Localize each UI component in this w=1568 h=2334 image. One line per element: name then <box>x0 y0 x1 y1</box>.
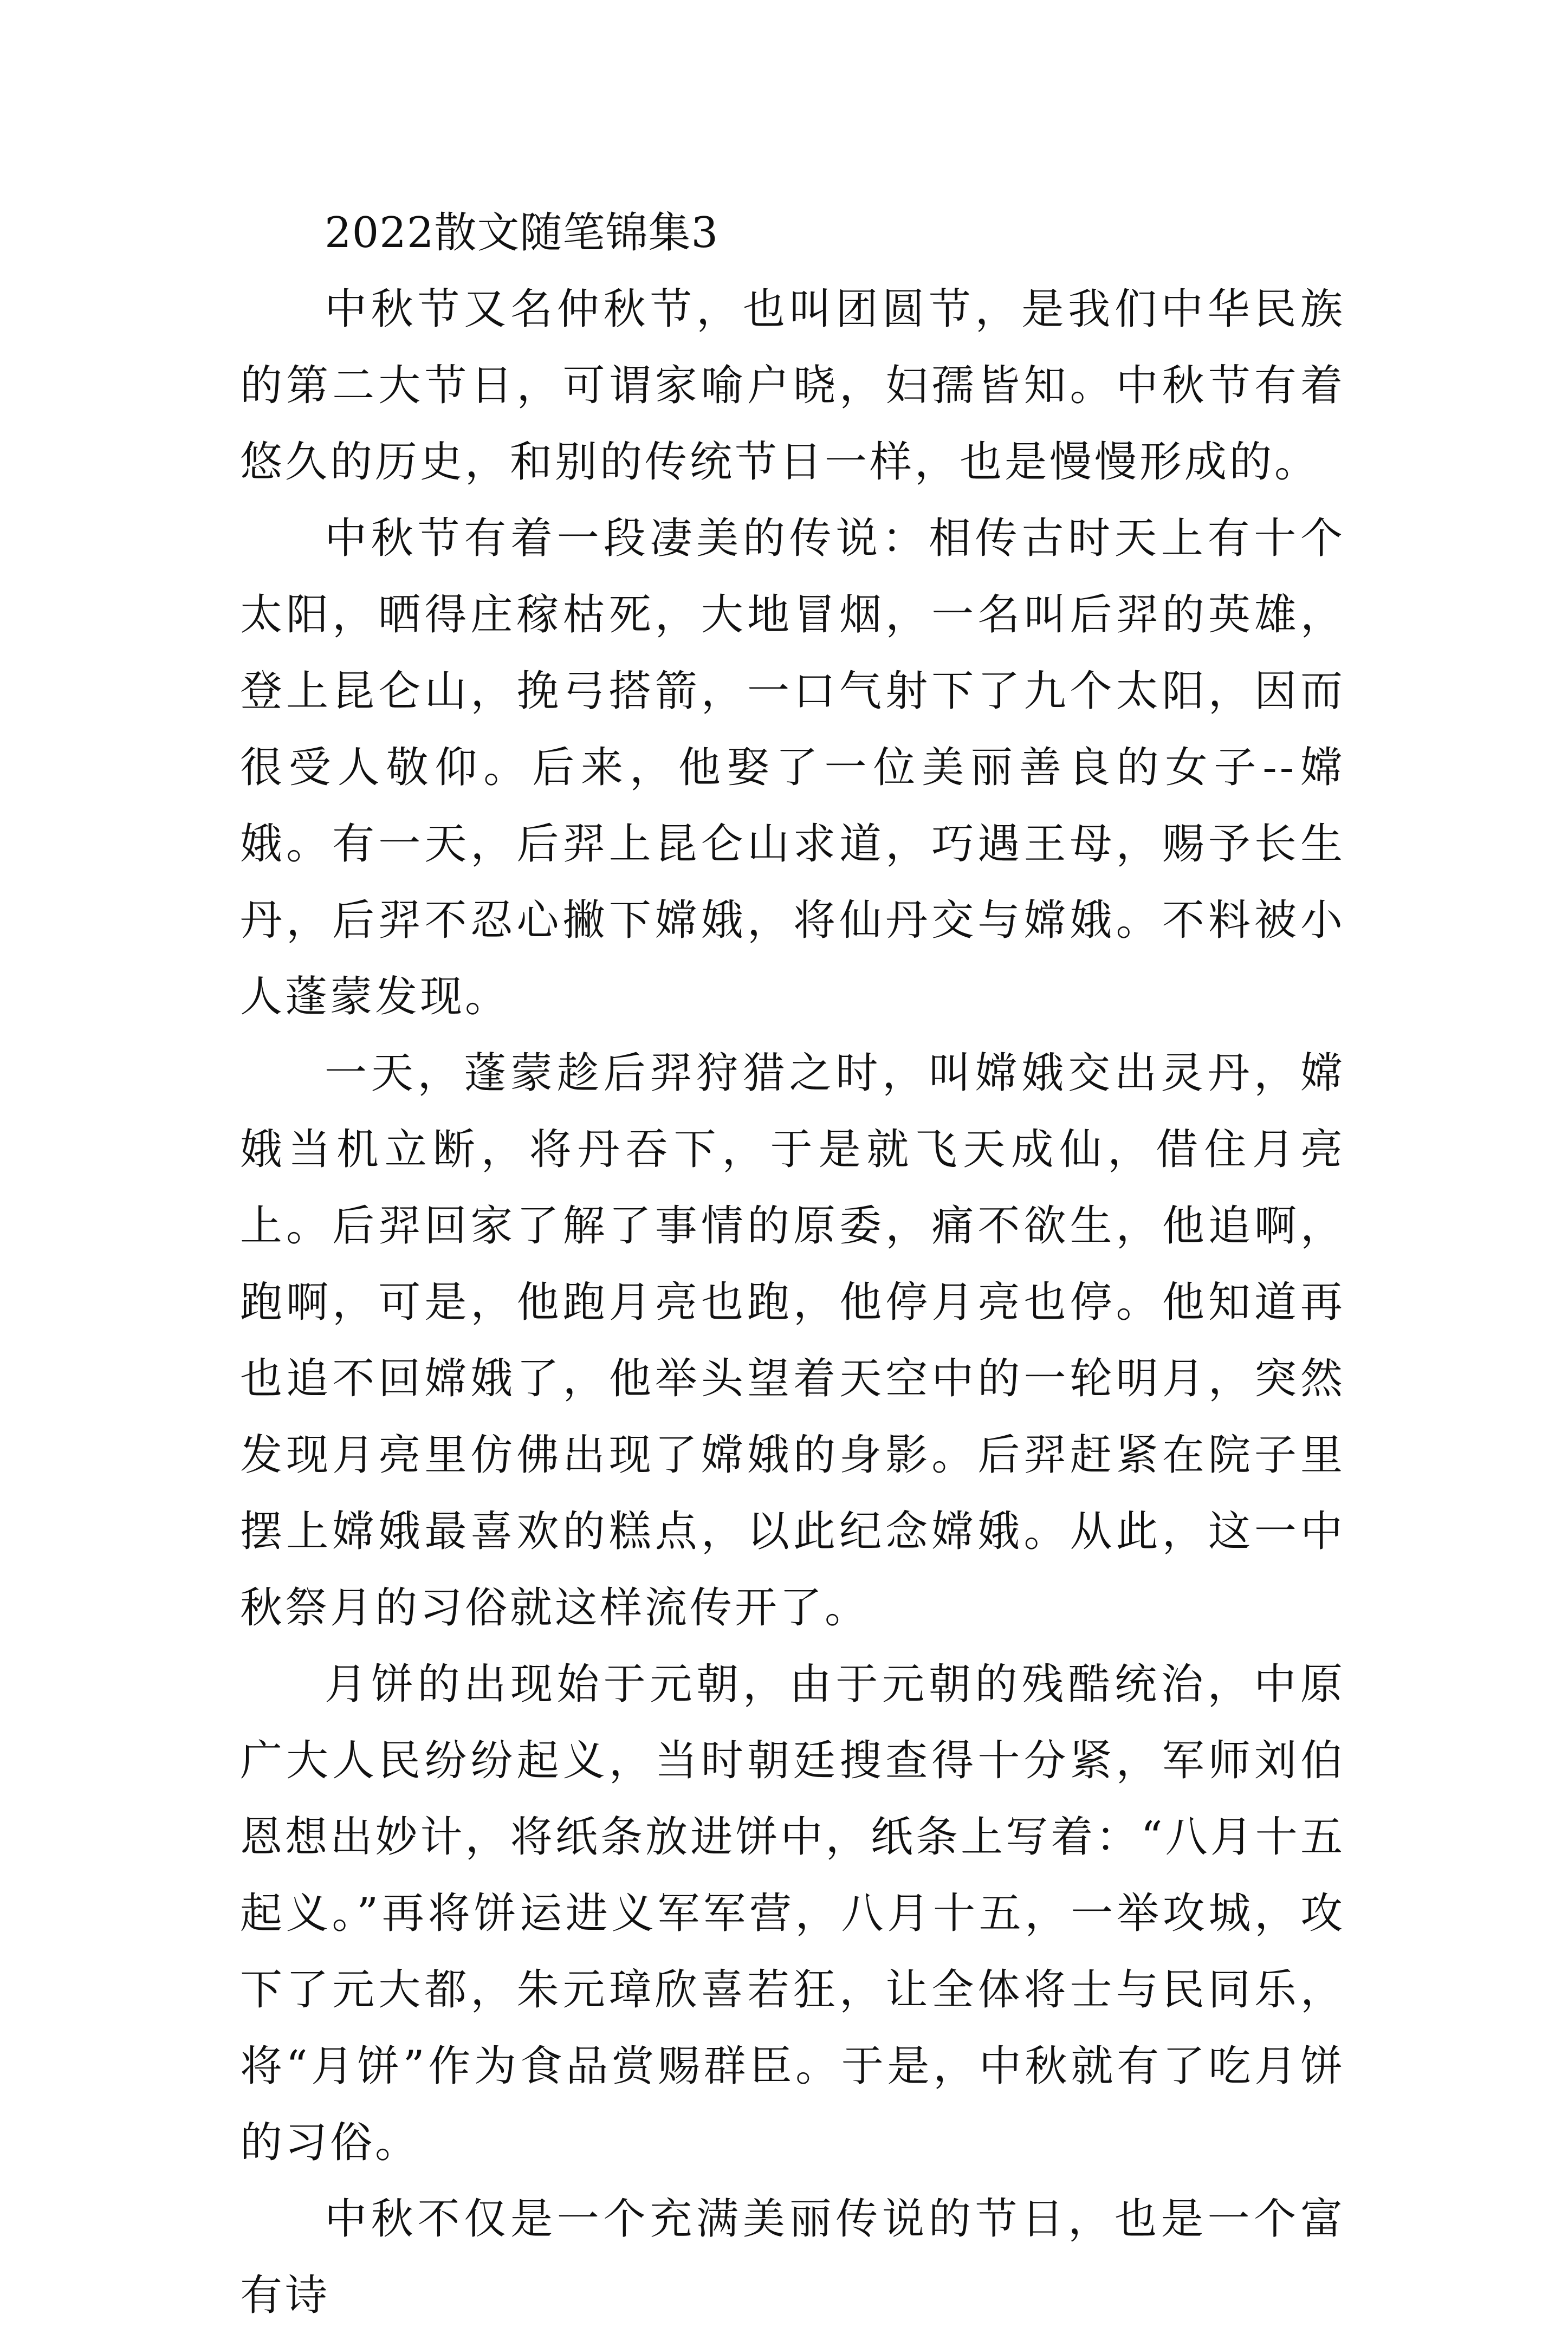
paragraph-3: 一天，蓬蒙趁后羿狩猎之时，叫嫦娥交出灵丹，嫦娥当机立断，将丹吞下，于是就飞天成仙，借住月亮上。后羿回家了解了事情的原委，痛不欲生，他追啊，跑啊，可是，他跑月亮也跑，他停月亮也停。他知道再也追不回嫦娥了，他举头望着天空中的一轮明月，突然发现月亮里仿佛出现了嫦娥的身影。后羿赶紧在院子里摆上嫦娥最喜欢的糕点，以此纪念嫦娥。从此，这一中秋祭月的习俗就这样流传开了。 <box>240 1049 1345 1632</box>
paragraph-4: 月饼的出现始于元朝，由于元朝的残酷统治，中原广大人民纷纷起义，当时朝廷搜查得十分紧，军师刘伯恩想出妙计，将纸条放进饼中，纸条上写着：“八月十五起义。”再将饼运进义军军营，八月十五，一举攻城，攻下了元大都，朱元璋欣喜若狂，让全体将士与民同乐，将“月饼”作为食品赏赐群臣。于是，中秋就有了吃月饼的习俗。 <box>240 1660 1345 2167</box>
paragraph-5: 中秋不仅是一个充满美丽传说的节日，也是一个富有诗 <box>240 2195 1345 2320</box>
document-title: 2022散文随笔锦集3 <box>325 209 719 257</box>
document-body <box>240 195 1345 2334</box>
paragraph-2: 中秋节有着一段凄美的传说：相传古时天上有十个太阳，晒得庄稼枯死，大地冒烟，一名叫后羿的英雄，登上昆仑山，挽弓搭箭，一口气射下了九个太阳，因而很受人敬仰。后来，他娶了一位美丽善良的女子--嫦娥。有一天，后羿上昆仑山求道，巧遇王母，赐予长生丹，后羿不忍心撇下嫦娥，将仙丹交与嫦娥。不料被小人蓬蒙发现。 <box>240 514 1345 1021</box>
paragraph-1: 中秋节又名仲秋节，也叫团圆节，是我们中华民族的第二大节日，可谓家喻户晓，妇孺皆知。中秋节有着悠久的历史，和别的传统节日一样，也是慢慢形成的。 <box>240 285 1345 487</box>
